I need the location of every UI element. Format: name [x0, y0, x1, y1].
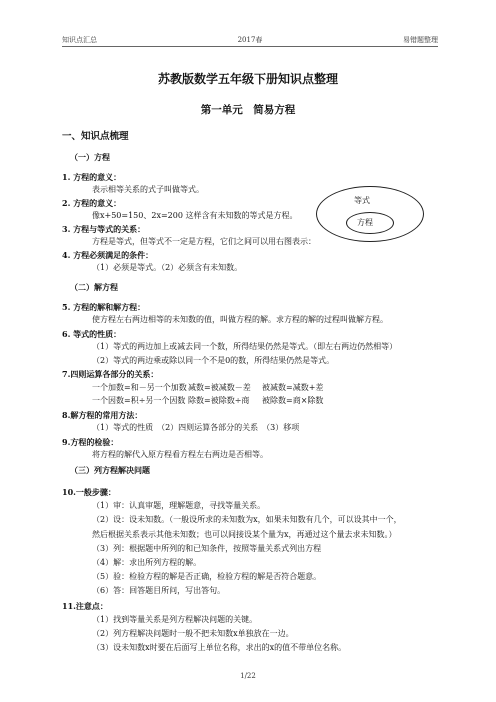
- point-text: （5）验：检验方程的解是否正确，检验方程的解是否符合题意。: [92, 572, 322, 582]
- page-header: [62, 34, 438, 47]
- point-heading: 10.一般步骤：: [62, 487, 116, 497]
- relation-cell: 减数=被减数－差: [188, 383, 251, 392]
- point-heading: 3. 方程与等式的关系：: [62, 224, 146, 234]
- point-text: （1）等式的两边加上或减去同一个数，所得结果仍然是等式。（即左右两边仍然相等）: [92, 342, 398, 352]
- relation-cell: 被除数=商×除数: [262, 396, 324, 405]
- point-heading: 1. 方程的意义：: [62, 172, 122, 182]
- header-left: 知识点汇总: [62, 36, 97, 44]
- point-heading: 2. 方程的意义：: [62, 198, 122, 208]
- point-text: 表示相等关系的式子叫做等式。: [92, 185, 204, 194]
- point-text: （1）等式的性质 （2）四则运算各部分的关系 （3）移项: [92, 423, 300, 433]
- subsection-heading: （一）方程: [70, 152, 110, 162]
- point-heading: 11.注意点：: [62, 600, 108, 611]
- relation-cell: 一个加数=和－另一个加数: [92, 383, 187, 392]
- subsection-heading: （三）列方程解决问题: [70, 465, 150, 475]
- inner-label: 方程: [357, 218, 373, 227]
- subsection-heading: （二）解方程: [70, 282, 118, 292]
- point-heading: 9.方程的检验：: [62, 436, 119, 447]
- header-right: 易错题整理: [403, 36, 438, 44]
- point-text: （1）必须是等式。（2）必须含有未知数。: [92, 263, 243, 272]
- relation-cell: 一个因数=积÷另一个因数: [92, 396, 186, 405]
- point-text: （6）答：回答题目所问，写出答句。: [92, 586, 226, 596]
- point-text: （2）设：设未知数。（一般设所求的未知数为x，如果未知数有几个，可以设其中一个，: [92, 515, 402, 525]
- page-number: 1/22: [240, 672, 256, 680]
- section-heading: 一、知识点梳理: [62, 131, 129, 142]
- equation-set-diagram: [316, 186, 424, 242]
- unit-title: 第一单元 简易方程: [200, 104, 296, 116]
- point-heading: 8.解方程的常用方法：: [62, 410, 143, 420]
- relation-cell: 除数=被除数÷商: [188, 396, 250, 405]
- point-text: 然后根据关系表示其他未知数；也可以间接设某个量为x，再通过这个量去求未知数。）: [92, 529, 397, 539]
- relation-cell: 被减数=减数+差: [262, 383, 324, 392]
- point-text: （2）列方程解决问题时一般不把未知数x单独放在一边。: [92, 629, 294, 638]
- point-heading: 4. 方程必须满足的条件：: [62, 250, 154, 260]
- point-text: 方程是等式，但等式不一定是方程，它们之间可以用右图表示：: [92, 237, 316, 246]
- point-text: （2）等式的两边乘或除以同一个不是0的数，所得结果仍然是等式。: [92, 355, 335, 365]
- point-text: （1）找到等量关系是列方程解决问题的关键。: [92, 614, 258, 624]
- point-text: 将方程的解代入原方程看方程左右两边是否相等。: [92, 450, 268, 460]
- point-text: 使方程左右两边相等的未知数的值，叫做方程的解。求方程的解的过程叫做解方程。: [92, 315, 388, 325]
- point-heading: 6. 等式的性质：: [62, 328, 122, 339]
- document-title: 苏教版数学五年级下册知识点整理: [157, 72, 338, 86]
- point-text: （3）列：根据题中所列的和已知条件，按照等量关系式列出方程: [92, 543, 322, 553]
- point-heading: 5. 方程的解和解方程：: [62, 302, 146, 312]
- point-heading: 7.四则运算各部分的关系：: [62, 369, 159, 379]
- point-text: （3）设未知数x时要在后面写上单位名称，求出的x的值不带单位名称。: [92, 643, 347, 653]
- outer-label: 等式: [354, 196, 370, 205]
- point-text: （1）审：认真审题，理解题意，寻找等量关系。: [92, 501, 266, 511]
- point-text: （4）解：求出所列方程的解。: [92, 558, 202, 567]
- point-text: 像x+50=150、2x=200 这样含有未知数的等式是方程。: [92, 211, 298, 220]
- header-center: 2017春: [237, 36, 263, 44]
